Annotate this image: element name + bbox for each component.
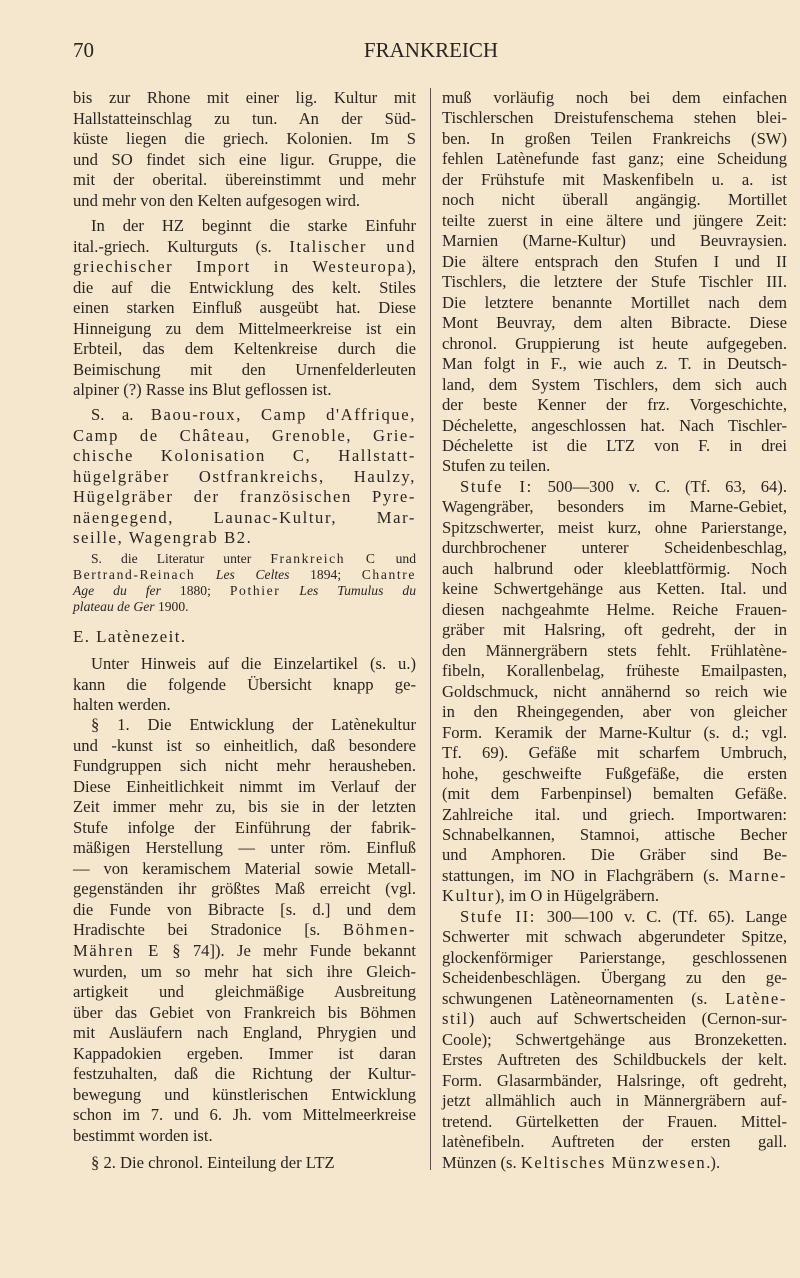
text-line (73, 426, 416, 447)
spaced-emphasis: Frankreich C (270, 551, 377, 566)
text-segment: S. die Literatur unter (91, 551, 271, 566)
right-paragraph (442, 907, 787, 1173)
spaced-emphasis: Kultur (442, 886, 495, 906)
text-line: Unter Hinweis auf die Einzelartikel (s. u.) (91, 654, 416, 673)
text-line: § 1. Die Entwicklung der Latènekultur (91, 715, 416, 734)
text-line: Déchelette, angeschlossen hat. Nach Tischler- (442, 415, 787, 435)
text-line: und -kunst ist so einheitlich, daß besondere (73, 735, 416, 755)
text-line (73, 551, 416, 567)
page-number: 70 (73, 38, 94, 62)
text-line (442, 866, 787, 886)
text-line: bestimmt worden ist. (73, 1125, 213, 1145)
text-line: Form. Keramik der Marne-Kultur (s. d.; vgl. (442, 722, 787, 742)
text-line: mäßigen Herstellung — unter röm. Einfluß (73, 838, 416, 858)
text-line: artigkeit und gleichmäßige Ausbreitung (73, 982, 416, 1002)
text-line: Stufen zu teilen. (442, 456, 551, 476)
text-line: Tischlerschen Dreistufenschema stehen blei- (442, 108, 787, 128)
text-line: schon im 7. und 6. Jh. vom Mittelmeerkreise (73, 1105, 416, 1125)
text-line: keine Schwertgehänge aus Ketten. Ital. und (442, 579, 787, 599)
text-line (73, 583, 416, 599)
left-paragraph (73, 654, 416, 716)
text-line (73, 467, 416, 488)
text-line: ben. In großen Teilen Frankreichs (SW) (442, 128, 787, 148)
text-line: (mit dem Farbenpinsel) bemalten Gefäße. (442, 784, 787, 804)
text-line: durchbrochener unterer Scheidenbeschlag, (442, 538, 787, 558)
text-line (73, 599, 416, 615)
text-line (73, 920, 416, 941)
left-paragraph (73, 216, 416, 401)
text-line: Fundgruppen sich nicht mehr herausheben. (73, 756, 416, 776)
text-line: halten werden. (73, 695, 171, 715)
text-line: Goldschmuck, nicht annähernd so reich wie (442, 681, 787, 701)
text-line: auch halbrund oder kleeblattförmig. Noch (442, 558, 787, 578)
text-line: gräber mit Halsring, oft gedreht, der in (442, 620, 787, 640)
text-line: und mehr von den Kelten aufgesogen wird. (73, 190, 361, 210)
text-line (73, 237, 416, 258)
text-line: Zeit immer mehr zu, bis sie in der letzten (73, 797, 416, 817)
text-line: den Männergräbern stets fehlt. Frühlatène- (442, 640, 787, 660)
text-line: festzuhalten, daß die Richtung der Kultur- (73, 1064, 416, 1084)
text-line: Marnien (Marne-Kultur) und Beuvraysien. (442, 231, 787, 251)
spaced-emphasis: griechischer Import in Westeuropa (73, 257, 407, 277)
text-line (442, 1153, 787, 1173)
text-segment: und (376, 551, 416, 566)
text-line: bis zur Rhone mit einer lig. Kultur mit (73, 88, 416, 107)
text-line: Spitzschwerter, meist kurz, ohne Parierstange, (442, 517, 787, 537)
text-line: der Frühstufe mit Maskenfibeln u. a. ist (442, 169, 787, 189)
spaced-emphasis: Mähren E (73, 941, 160, 961)
text-segment: 1894; (289, 567, 362, 582)
text-line: und Amphoren. Die Gräber sind Be- (442, 845, 787, 865)
text-line: Kappadokien ergeben. Immer ist daran (73, 1043, 416, 1063)
text-line: Diese Einheitlichkeit nimmt im Verlauf der (73, 776, 416, 796)
literature-note (73, 551, 416, 615)
text-line: — von keramischem Material sowie Metall- (73, 858, 416, 878)
text-line: Hinneigung zu dem Mittelmeerkreise ist ein (73, 318, 416, 338)
see-also-paragraph (73, 405, 416, 549)
text-segment (195, 567, 216, 582)
text-segment: ital.-griech. Kulturguts (s. (73, 236, 290, 256)
text-segment: S. a. (91, 405, 151, 424)
spaced-emphasis: Hügelgräber der französischen Pyre- (73, 487, 416, 507)
text-line: über das Gebiet von Frankreich bis Böhmen (73, 1002, 416, 1022)
text-line: chronol. Gruppierung ist heute aufgegeben. (442, 333, 787, 353)
text-segment: stattungen, im NO in Flachgräbern (s. (442, 865, 729, 885)
text-line (73, 487, 416, 508)
text-line: tretend. Gürtelketten der Frauen. Mittel- (442, 1111, 787, 1131)
text-line: land, dem System Tischlers, dem sich auch (442, 374, 787, 394)
spaced-emphasis: Stufe II: (460, 907, 536, 926)
italic-title: Age du fer (73, 583, 161, 598)
text-line: wurden, um so mehr hat sich ihre Gleich- (73, 961, 416, 981)
italic-title: Les Celtes (215, 567, 290, 582)
text-line: Form. Glasarmbänder, Halsringe, oft gedreht, (442, 1070, 787, 1090)
text-line: latènefibeln. Auftreten der ersten gall. (442, 1132, 787, 1152)
text-line: E. Latènezeit. (73, 627, 187, 646)
left-paragraph (73, 1153, 416, 1174)
spaced-emphasis: Marne- (728, 865, 787, 885)
text-line: und SO findet sich eine ligur. Gruppe, die (73, 149, 416, 169)
spaced-emphasis: chische Kolonisation C, Hallstatt- (73, 446, 416, 466)
text-line: Schwerter mit schwach abgerundeter Spitze, (442, 927, 787, 947)
text-segment: .). (706, 1152, 721, 1172)
text-line: Stufe infolge der Einführung der fabrik- (73, 817, 416, 837)
text-line: Erbteil, das dem Keltenkreise durch die (73, 339, 416, 359)
text-line: Man folgt in F., wie auch z. T. in Deutsch- (442, 354, 787, 374)
text-line (73, 941, 416, 962)
text-line (442, 1009, 787, 1029)
text-segment: § 74]). Je mehr Funde bekannt (159, 941, 416, 961)
text-line: küste liegen die griech. Kolonien. Im S (73, 129, 416, 149)
text-line (442, 989, 787, 1009)
text-line: Zahlreiche ital. und griech. Importwaren: (442, 804, 787, 824)
text-line: der beste Kenner der frz. Vorgeschichte, (442, 395, 787, 415)
spaced-emphasis: Keltisches Münzwesen (520, 1152, 707, 1172)
spaced-emphasis: Böhmen- (343, 920, 416, 940)
section-heading (73, 627, 416, 648)
text-line: in den Rheingegenden, aber von gleicher (442, 702, 787, 722)
spaced-emphasis: Chantre (361, 567, 416, 582)
text-line: noch nicht überall angängig. Mortillet (442, 190, 787, 210)
text-line (73, 257, 416, 278)
text-line: die auf die Entwicklung des kelt. Stiles (73, 277, 416, 297)
text-line: Beimischung mit den Urnenfelderleuten (73, 359, 416, 379)
spaced-emphasis: Italischer und (289, 236, 417, 256)
spaced-emphasis: seille, Wagengrab B2. (73, 528, 253, 548)
text-line: teilte zuerst in eine ältere und jüngere Zeit: (442, 210, 787, 230)
text-line: einen starken Einfluß ausgeübt hat. Diese (73, 298, 416, 318)
text-line: In der HZ beginnt die starke Einfuhr (91, 216, 416, 235)
text-line: kann die folgende Übersicht knapp ge- (73, 674, 416, 694)
text-segment: schwungenen Latèneornamenten (s. (442, 988, 726, 1008)
text-segment: ), im O in Hügelgräbern. (494, 886, 659, 906)
spaced-emphasis: stil (442, 1009, 469, 1029)
text-line: alpiner (?) Rasse ins Blut geflossen ist. (73, 380, 332, 400)
text-line (73, 405, 416, 426)
text-segment (280, 583, 299, 598)
text-line: Tf. 69). Gefäße mit scharfem Umbruch, (442, 743, 787, 763)
text-line (442, 907, 787, 927)
text-line: jetzt allmählich auch in Männergräbern auf- (442, 1091, 787, 1111)
text-line: muß vorläufig noch bei dem einfachen (442, 88, 787, 107)
text-line: glockenförmiger Parierstange, geschlossenen (442, 947, 787, 967)
running-head: FRANKREICH (363, 38, 499, 62)
italic-title: plateau de Ger (73, 599, 155, 614)
text-line: Déchelette ist die LTZ von F. in drei (442, 435, 787, 455)
column-divider (430, 88, 431, 1170)
text-line: mit der oberital. übereinstimmt und mehr (73, 170, 416, 190)
text-line: fehlen Latènefunde fast ganz; eine Scheidung (442, 149, 787, 169)
text-line: Erstes Auftreten des Schildbuckels der kelt. (442, 1050, 787, 1070)
text-line: Die ältere entsprach den Stufen I und II (442, 251, 787, 271)
text-line: Schnabelkannen, Stamnoi, attische Becher (442, 824, 787, 844)
text-segment: ) auch auf Schwertscheiden (Cernon-sur- (468, 1009, 787, 1029)
text-line: hohe, geschweifte Fußgefäße, die ersten (442, 763, 787, 783)
spaced-emphasis: näengegend, Launac-Kultur, Mar- (73, 507, 416, 527)
spaced-emphasis: Baou-roux, Camp d'Affrique, (150, 405, 416, 424)
text-segment: 500—300 v. C. (Tf. 63, 64). (532, 477, 787, 496)
text-segment: ), (406, 257, 416, 277)
text-segment: 300—100 v. C. (Tf. 65). Lange (535, 907, 787, 926)
text-segment: Münzen (s. (442, 1152, 521, 1172)
text-line: Scheidenbeschlägen. Übergang zu den ge- (442, 968, 787, 988)
text-line: bewegung und künstlerischen Entwicklung (73, 1084, 416, 1104)
text-line: Hallstatteinschlag zu tun. An der Süd- (73, 108, 416, 128)
spaced-emphasis: Bertrand-Reinach (73, 567, 196, 582)
spaced-emphasis: Camp de Château, Grenoble, Grie- (73, 425, 416, 445)
text-segment: Hradischte bei Stradonice [s. (73, 920, 344, 940)
spaced-emphasis: Stufe I: (460, 477, 533, 496)
spaced-emphasis: Pothier (229, 583, 281, 598)
text-line: mit Ausläufern nach England, Phrygien und (73, 1023, 416, 1043)
text-line: Wagengräber, besonders im Marne-Gebiet, (442, 497, 787, 517)
text-line: Tischlers, die letztere der Stufe Tischler III. (442, 272, 787, 292)
text-line: diesen nachgeahmte Helme. Reiche Frauen- (442, 599, 787, 619)
right-paragraph (442, 477, 787, 907)
text-line: gegenständen ihr größtes Maß erreicht (vgl. (73, 879, 416, 899)
text-line: fibeln, Korallenbelag, früheste Emailpasten, (442, 661, 787, 681)
text-segment: 1880; (160, 583, 230, 598)
text-line: § 2. Die chronol. Einteilung der LTZ (91, 1153, 335, 1172)
spaced-emphasis: Latène- (725, 988, 787, 1008)
left-paragraph (73, 88, 416, 211)
text-line (73, 528, 416, 549)
left-paragraph (73, 715, 416, 1146)
text-line: Coole); Schwertgehänge aus Bronzeketten. (442, 1029, 787, 1049)
text-segment: 1900. (154, 599, 189, 614)
text-line (73, 567, 416, 583)
italic-title: Les Tumulus du (299, 583, 416, 598)
right-paragraph (442, 88, 787, 477)
text-line (73, 446, 416, 467)
text-line: Die letztere benannte Mortillet nach dem (442, 292, 787, 312)
text-line: die Funde von Bibracte [s. d.] und dem (73, 899, 416, 919)
text-line: Mont Beuvray, dem alten Bibracte. Diese (442, 313, 787, 333)
text-line (73, 508, 416, 529)
text-line (442, 477, 787, 497)
text-line (442, 886, 787, 906)
spaced-emphasis: hügelgräber Ostfrankreichs, Haulzy, (73, 466, 416, 486)
